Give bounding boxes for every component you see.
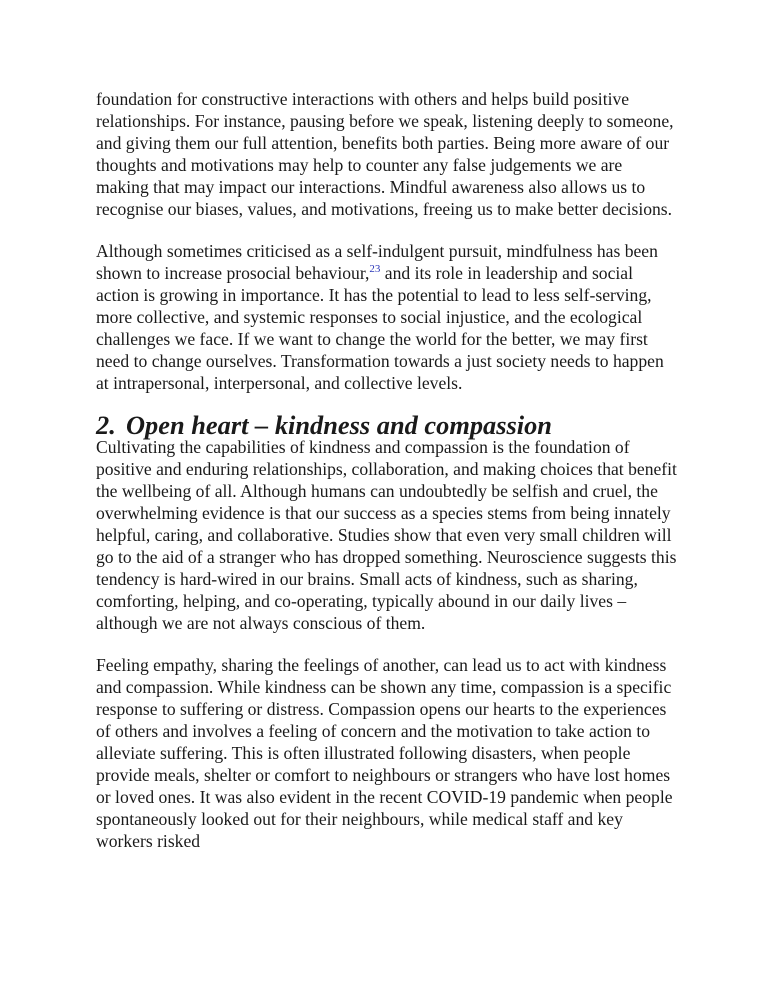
paragraph-text: Although sometimes criticised as a self-indulgent pursuit, mindfulness has been shown to increase prosocial behaviour, [96, 241, 658, 283]
body-paragraph-kindness: Cultivating the capabilities of kindness and compassion is the foundation of positive and enduring relationships, collaboration, and making choices that benefit the wellbeing of all. Although humans can undoubtedly be selfish and cruel, the overwhelming evidence is that our success as a species stems from being innately helpful, caring, and collaborative. Studies show that even very small children will go to the aid of a stranger who has dropped something. Neuroscience suggests this tendency is hard-wired in our brains. Small acts of kindness, such as sharing, comforting, helping, and co-operating, typically abound in our daily lives – although we are not always conscious of them. [96, 437, 677, 633]
body-paragraph-compassion: Feeling empathy, sharing the feelings of another, can lead us to act with kindness and compassion. While kindness can be shown any time, compassion is a specific response to suffering or distress. Compassion opens our hearts to the experiences of others and involves a feeling of concern and the motivation to take action to alleviate suffering. This is often illustrated following disasters, when people provide meals, shelter or comfort to neighbours or strangers who have lost homes or loved ones. It was also evident in the recent COVID-19 pandemic when people spontaneously looked out for their neighbours, while medical staff and key workers risked [96, 655, 673, 851]
section-heading [96, 410, 678, 440]
paragraph-text: and its role in leadership and social action is growing in importance. It has the potential to lead to less self-serving, more collective, and systemic responses to social injustice, and the ecological challenges we face. If we want to change the world for the better, we may first need to change ourselves. Transformation towards a just society needs to happen at intrapersonal, interpersonal, and collective levels. [96, 263, 664, 393]
section-number: 2. [96, 410, 116, 440]
body-paragraph-mindful-awareness: foundation for constructive interactions with others and helps build positive relationships. For instance, pausing before we speak, listening deeply to someone, and giving them our full attention, benefits both parties. Being more aware of our thoughts and motivations may help to counter any false judgements we are making that may impact our interactions. Mindful awareness also allows us to recognise our biases, values, and motivations, freeing us to make better decisions. [96, 89, 674, 219]
document-page [96, 88, 678, 852]
footnote-reference-link[interactable]: 23 [369, 263, 381, 276]
body-paragraph-prosocial-behaviour [96, 240, 678, 394]
section-title: Open heart – kindness and compassion [126, 410, 552, 440]
